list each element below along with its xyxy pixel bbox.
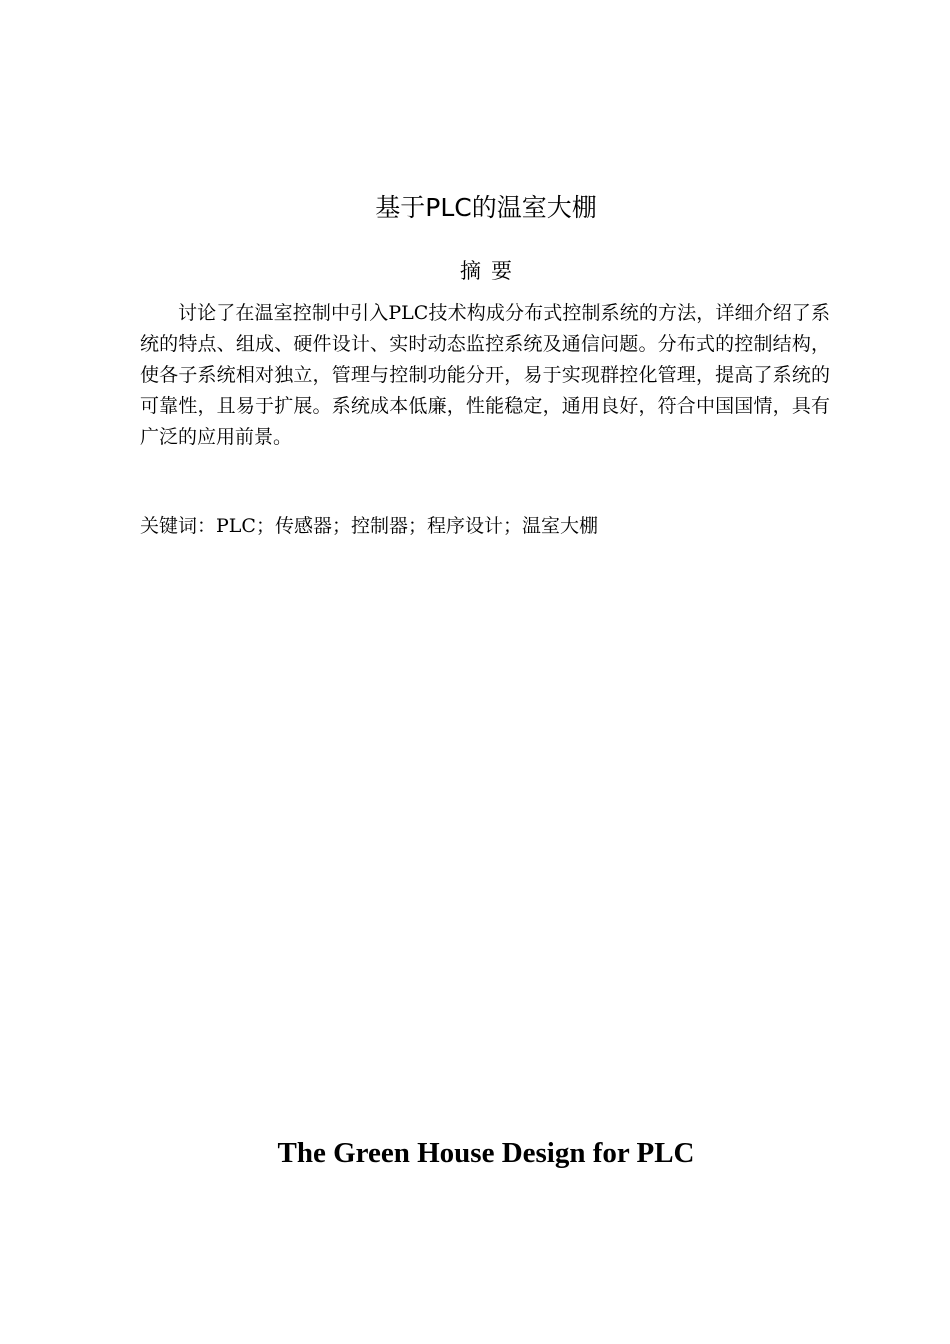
keywords-text: PLC；传感器；控制器；程序设计；温室大棚	[216, 515, 598, 537]
abstract-body: 讨论了在温室控制中引入PLC技术构成分布式控制系统的方法，详细介绍了系统的特点、组成、硬件设计、实时动态监控系统及通信问题。分布式的控制结构，使各子系统相对独立，管理与控制功能分开，易于实现群控化管理，提高了系统的可靠性，且易于扩展。系统成本低廉，性能稳定，通用良好，符合中国国情，具有广泛的应用前景。	[140, 302, 830, 448]
english-title: The Green House Design for PLC	[277, 1137, 695, 1169]
keywords-label: 关键词：	[140, 515, 217, 537]
keywords-line	[140, 511, 830, 542]
abstract-heading: 摘要	[460, 259, 522, 283]
chinese-title: 基于PLC的温室大棚	[375, 193, 597, 222]
